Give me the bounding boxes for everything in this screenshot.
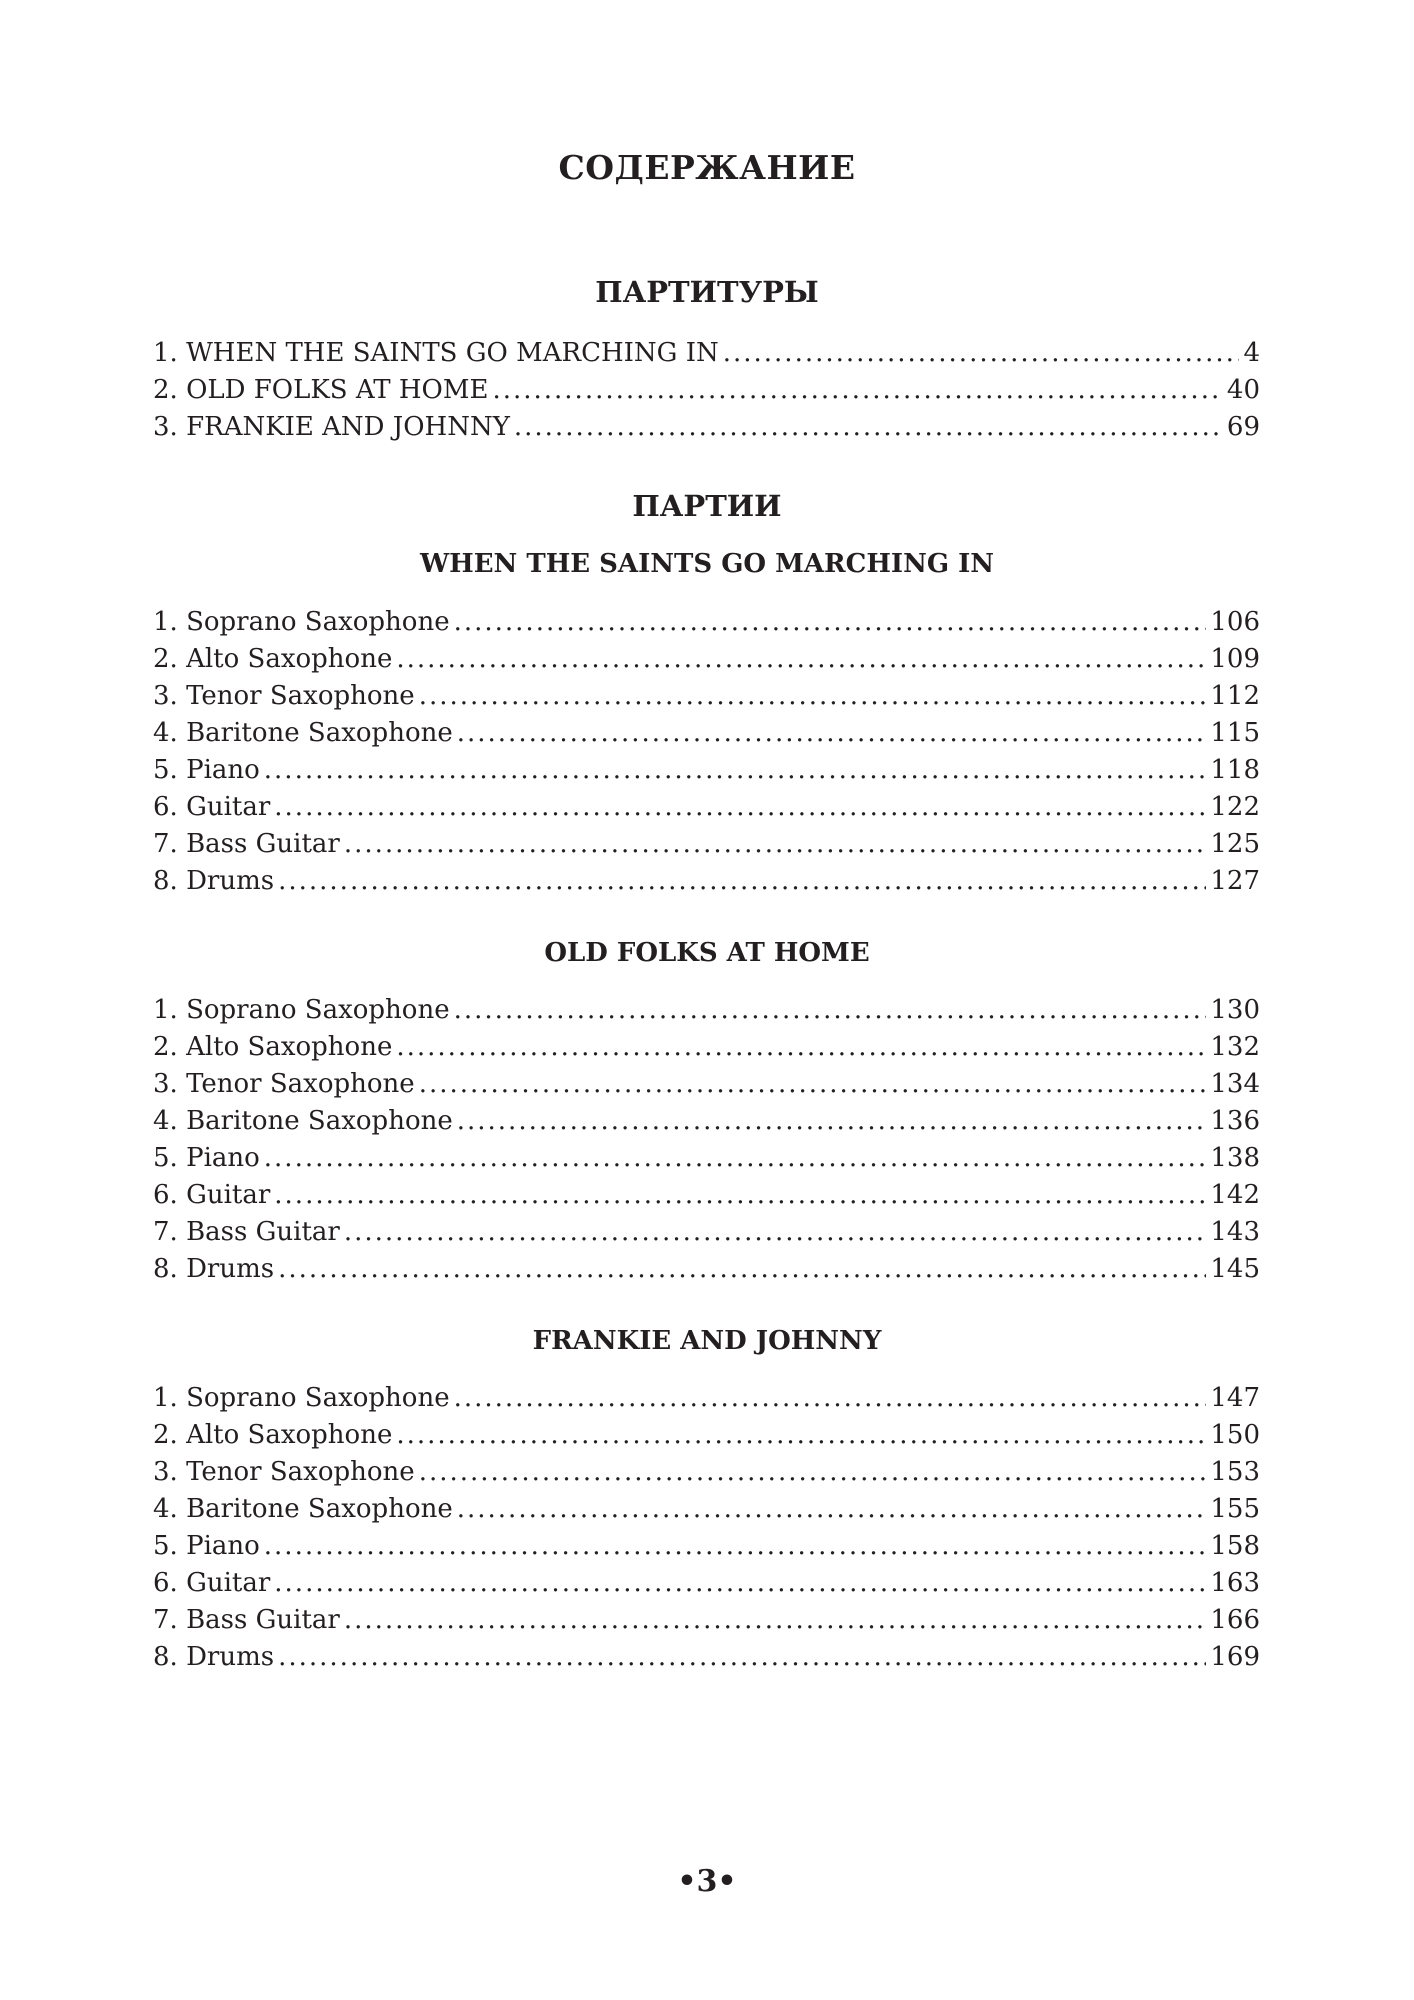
toc-entry-page: 153 (1210, 1457, 1260, 1487)
dot-leader (419, 678, 1207, 715)
toc-entry-label: 2. Alto Saxophone (153, 1032, 393, 1062)
toc-entry[interactable] (153, 372, 1260, 409)
toc-entry[interactable] (153, 1103, 1260, 1140)
toc-entry-page: 143 (1210, 1217, 1260, 1247)
toc-entry-page: 130 (1210, 995, 1260, 1025)
toc-entry[interactable] (153, 863, 1260, 900)
parts-list (153, 604, 1260, 900)
toc-entry-page: 118 (1210, 755, 1260, 785)
parts-heading: ПАРТИИ (632, 489, 782, 523)
dot-leader (454, 604, 1207, 641)
toc-entry-label: 4. Baritone Saxophone (153, 1106, 453, 1136)
toc-entry-label: 5. Piano (153, 755, 260, 785)
scores-heading: ПАРТИТУРЫ (595, 275, 819, 309)
dot-leader (264, 752, 1207, 789)
dot-leader (457, 715, 1207, 752)
toc-entry-page: 112 (1210, 681, 1260, 711)
dot-leader (396, 1029, 1206, 1066)
toc-entry-page: 115 (1210, 718, 1260, 748)
dot-leader (454, 992, 1207, 1029)
toc-entry-page: 109 (1210, 644, 1260, 674)
toc-entry-page: 122 (1210, 792, 1260, 822)
dot-leader (264, 1140, 1207, 1177)
dot-leader (454, 1380, 1207, 1417)
dot-leader (514, 409, 1223, 446)
dot-leader (457, 1103, 1207, 1140)
toc-entry[interactable] (153, 604, 1260, 641)
toc-entry-label: 6. Guitar (153, 1568, 271, 1598)
dot-leader (274, 1177, 1206, 1214)
page-number: •3• (677, 1864, 737, 1899)
toc-entry[interactable] (153, 789, 1260, 826)
toc-entry[interactable] (153, 1602, 1260, 1639)
parts-list (153, 992, 1260, 1288)
dot-leader (344, 1602, 1207, 1639)
parts-list (153, 1380, 1260, 1676)
toc-entry-page: 147 (1210, 1383, 1260, 1413)
dot-leader (723, 335, 1240, 372)
toc-entry-label: 3. Tenor Saxophone (153, 1457, 415, 1487)
toc-entry-label: 1. Soprano Saxophone (153, 607, 450, 637)
toc-entry-page: 158 (1210, 1531, 1260, 1561)
toc-entry[interactable] (153, 1177, 1260, 1214)
dot-leader (274, 1565, 1206, 1602)
toc-entry-label: 1. Soprano Saxophone (153, 1383, 450, 1413)
toc-entry-label: 5. Piano (153, 1143, 260, 1173)
toc-entry-label: 7. Bass Guitar (153, 1217, 340, 1247)
toc-entry-label: 1. Soprano Saxophone (153, 995, 450, 1025)
dot-leader (492, 372, 1222, 409)
toc-entry-label: 5. Piano (153, 1531, 260, 1561)
toc-entry-page: 142 (1210, 1180, 1260, 1210)
toc-entry-page: 155 (1210, 1494, 1260, 1524)
toc-entry-label: 4. Baritone Saxophone (153, 1494, 453, 1524)
song-title: WHEN THE SAINTS GO MARCHING IN (419, 549, 995, 579)
toc-entry-label: 8. Drums (153, 1642, 275, 1672)
scores-list (153, 335, 1260, 446)
toc-entry[interactable] (153, 992, 1260, 1029)
toc-entry[interactable] (153, 1029, 1260, 1066)
toc-entry-label: 8. Drums (153, 866, 275, 896)
toc-entry-page: 169 (1210, 1642, 1260, 1672)
dot-leader (344, 1214, 1207, 1251)
toc-entry-page: 40 (1226, 375, 1260, 405)
toc-entry-label: 6. Guitar (153, 792, 271, 822)
dot-leader (264, 1528, 1207, 1565)
toc-entry[interactable] (153, 826, 1260, 863)
toc-entry-label: 2. Alto Saxophone (153, 644, 393, 674)
toc-entry[interactable] (153, 1214, 1260, 1251)
dot-leader (457, 1491, 1207, 1528)
toc-entry[interactable] (153, 335, 1260, 372)
toc-entry-page: 145 (1210, 1254, 1260, 1284)
dot-leader (344, 826, 1207, 863)
song-title: OLD FOLKS AT HOME (544, 938, 870, 968)
toc-entry-page: 163 (1210, 1568, 1260, 1598)
toc-entry-page: 4 (1243, 338, 1260, 368)
dot-leader (396, 1417, 1206, 1454)
toc-entry-page: 134 (1210, 1069, 1260, 1099)
toc-entry[interactable] (153, 1639, 1260, 1676)
dot-leader (278, 863, 1206, 900)
page-title: СОДЕРЖАНИЕ (558, 148, 856, 187)
toc-entry-label: 1. WHEN THE SAINTS GO MARCHING IN (153, 338, 719, 368)
toc-entry-label: 4. Baritone Saxophone (153, 718, 453, 748)
toc-entry-label: 6. Guitar (153, 1180, 271, 1210)
toc-entry-page: 150 (1210, 1420, 1260, 1450)
toc-entry-page: 132 (1210, 1032, 1260, 1062)
toc-entry[interactable] (153, 678, 1260, 715)
toc-entry[interactable] (153, 1565, 1260, 1602)
toc-entry[interactable] (153, 409, 1260, 446)
dot-leader (396, 641, 1206, 678)
toc-entry-label: 3. Tenor Saxophone (153, 681, 415, 711)
dot-leader (274, 789, 1206, 826)
song-title: FRANKIE AND JOHNNY (532, 1326, 882, 1356)
toc-entry[interactable] (153, 715, 1260, 752)
toc-entry[interactable] (153, 1491, 1260, 1528)
toc-entry-page: 138 (1210, 1143, 1260, 1173)
toc-entry-page: 69 (1226, 412, 1260, 442)
toc-entry-label: 2. OLD FOLKS AT HOME (153, 375, 489, 405)
toc-entry[interactable] (153, 641, 1260, 678)
toc-entry-page: 136 (1210, 1106, 1260, 1136)
dot-leader (278, 1639, 1206, 1676)
toc-entry-label: 3. Tenor Saxophone (153, 1069, 415, 1099)
dot-leader (419, 1454, 1207, 1491)
toc-entry[interactable] (153, 1528, 1260, 1565)
toc-entry-label: 8. Drums (153, 1254, 275, 1284)
toc-entry[interactable] (153, 1454, 1260, 1491)
toc-entry-label: 3. FRANKIE AND JOHNNY (153, 412, 510, 442)
toc-entry-label: 7. Bass Guitar (153, 1605, 340, 1635)
toc-entry[interactable] (153, 1380, 1260, 1417)
dot-leader (278, 1251, 1206, 1288)
toc-entry-label: 2. Alto Saxophone (153, 1420, 393, 1450)
toc-entry[interactable] (153, 1066, 1260, 1103)
toc-entry-label: 7. Bass Guitar (153, 829, 340, 859)
toc-entry-page: 166 (1210, 1605, 1260, 1635)
toc-entry-page: 127 (1210, 866, 1260, 896)
toc-entry[interactable] (153, 1140, 1260, 1177)
toc-entry[interactable] (153, 752, 1260, 789)
toc-entry-page: 106 (1210, 607, 1260, 637)
toc-entry[interactable] (153, 1417, 1260, 1454)
toc-entry-page: 125 (1210, 829, 1260, 859)
dot-leader (419, 1066, 1207, 1103)
toc-entry[interactable] (153, 1251, 1260, 1288)
